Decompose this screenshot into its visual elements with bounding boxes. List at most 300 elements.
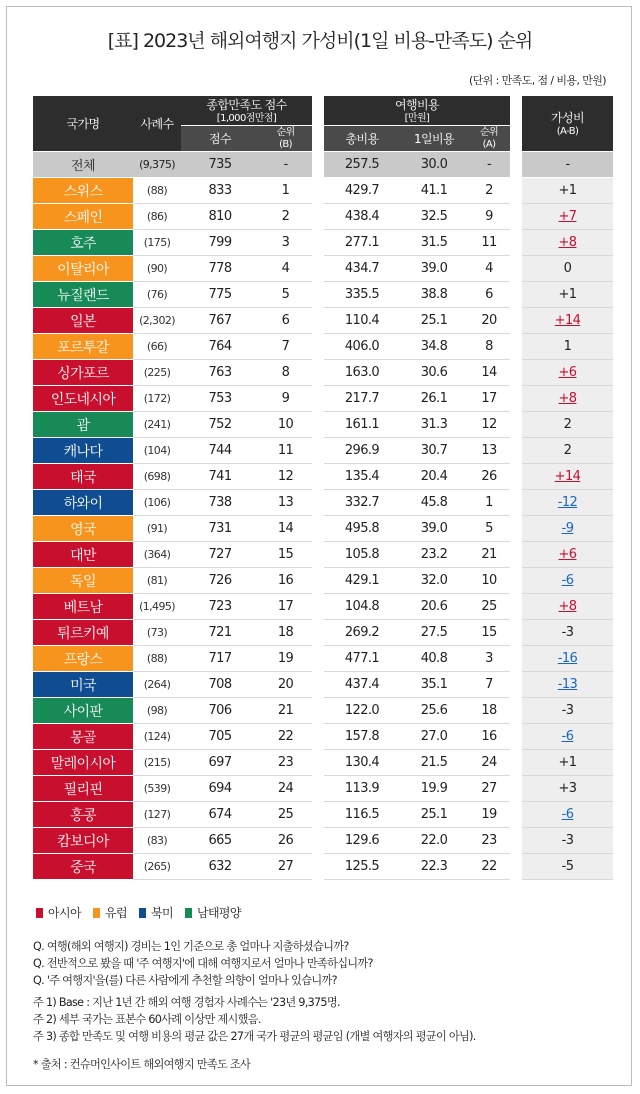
rank-b-cell: 24 (259, 776, 312, 802)
rank-a-cell: 1 (468, 490, 510, 516)
total-cost-cell: 135.4 (324, 464, 400, 490)
rank-a-cell: 8 (468, 334, 510, 360)
daily-cost-cell: 21.5 (400, 750, 468, 776)
cases-cell: (265) (133, 854, 181, 880)
country-cell: 홍콩 (33, 802, 133, 828)
rank-b-cell: 27 (259, 854, 312, 880)
header-value-label: 가성비 (551, 111, 584, 125)
rank-a-cell: 3 (468, 646, 510, 672)
cases-cell: (172) (133, 386, 181, 412)
table-row (33, 594, 613, 620)
score-cell: 767 (181, 308, 259, 334)
total-cost-cell: 122.0 (324, 698, 400, 724)
country-cell: 필리핀 (33, 776, 133, 802)
rank-a-cell: 24 (468, 750, 510, 776)
table-row (33, 854, 613, 880)
cases-cell: (127) (133, 802, 181, 828)
table-row (33, 230, 613, 256)
total-cost-cell: 495.8 (324, 516, 400, 542)
value-diff-text: -9 (561, 521, 574, 536)
total-cost-cell: 163.0 (324, 360, 400, 386)
rank-a-cell: 27 (468, 776, 510, 802)
table-row (33, 620, 613, 646)
rank-b-cell: 10 (259, 412, 312, 438)
cases-cell: (264) (133, 672, 181, 698)
total-cost-cell: 110.4 (324, 308, 400, 334)
question-3: Q. '주 여행지'을(를) 다른 사람에게 추천할 의향이 얼마나 있습니까? (33, 974, 337, 987)
country-cell: 태국 (33, 464, 133, 490)
total-score: 735 (181, 152, 259, 178)
cases-cell: (91) (133, 516, 181, 542)
daily-cost-cell: 27.0 (400, 724, 468, 750)
table-row (33, 490, 613, 516)
score-cell: 744 (181, 438, 259, 464)
rank-b-cell: 1 (259, 178, 312, 204)
total-cost-cell: 157.8 (324, 724, 400, 750)
value-diff-cell (522, 802, 613, 828)
source-note: * 출처 : 컨슈머인사이트 해외여행지 만족도 조사 (33, 1058, 251, 1071)
value-diff-cell: +3 (522, 776, 613, 802)
rank-a-cell: 22 (468, 854, 510, 880)
value-diff-text: -16 (557, 651, 578, 666)
score-cell: 727 (181, 542, 259, 568)
cases-cell: (698) (133, 464, 181, 490)
country-cell: 하와이 (33, 490, 133, 516)
header-total-cost: 총비용 (324, 126, 400, 152)
score-cell: 764 (181, 334, 259, 360)
rank-a-cell: 5 (468, 516, 510, 542)
questions-block (33, 938, 613, 989)
cases-cell: (175) (133, 230, 181, 256)
total-daily-cost: 30.0 (400, 152, 468, 178)
total-cost-cell: 113.9 (324, 776, 400, 802)
daily-cost-cell: 23.2 (400, 542, 468, 568)
cases-cell: (106) (133, 490, 181, 516)
rank-b-cell: 15 (259, 542, 312, 568)
cases-cell: (83) (133, 828, 181, 854)
cases-cell: (66) (133, 334, 181, 360)
country-cell: 포르투갈 (33, 334, 133, 360)
value-diff-text: -6 (561, 807, 574, 822)
score-cell: 705 (181, 724, 259, 750)
total-cost-cell: 277.1 (324, 230, 400, 256)
question-1: Q. 여행(해외 여행지) 경비는 1인 기준으로 총 얼마나 지출하셨습니까? (33, 940, 349, 953)
total-cost-cell: 161.1 (324, 412, 400, 438)
total-cost-cell: 125.5 (324, 854, 400, 880)
daily-cost-cell: 40.8 (400, 646, 468, 672)
note-1: 주 1) Base : 지난 1년 간 해외 여행 경험자 사례수는 '23년 9,375명. (33, 996, 340, 1009)
rank-b-cell: 26 (259, 828, 312, 854)
value-diff-text: -12 (557, 495, 578, 510)
header-cost-sub: [만원] (404, 113, 430, 124)
rank-b-cell: 17 (259, 594, 312, 620)
table-row (33, 360, 613, 386)
rank-b-cell: 3 (259, 230, 312, 256)
score-cell: 775 (181, 282, 259, 308)
value-diff-text: -13 (557, 677, 578, 692)
cases-cell: (76) (133, 282, 181, 308)
table-row (33, 698, 613, 724)
score-cell: 632 (181, 854, 259, 880)
score-cell: 665 (181, 828, 259, 854)
rank-b-cell: 19 (259, 646, 312, 672)
total-cost-cell: 434.7 (324, 256, 400, 282)
daily-cost-cell: 39.0 (400, 256, 468, 282)
table-body (33, 178, 613, 880)
daily-cost-cell: 26.1 (400, 386, 468, 412)
header-satisfaction-label: 종합만족도 점수 (206, 98, 287, 112)
country-cell: 튀르키예 (33, 620, 133, 646)
country-cell: 베트남 (33, 594, 133, 620)
total-cost-cell: 429.1 (324, 568, 400, 594)
rank-a-cell: 11 (468, 230, 510, 256)
rank-a-cell: 17 (468, 386, 510, 412)
rank-a-cell: 13 (468, 438, 510, 464)
score-cell: 708 (181, 672, 259, 698)
daily-cost-cell: 25.6 (400, 698, 468, 724)
rank-a-cell: 20 (468, 308, 510, 334)
unit-note: (단위 : 만족도, 점 / 비용, 만원) (468, 74, 606, 87)
legend-item (36, 904, 81, 921)
table-row (33, 646, 613, 672)
daily-cost-cell: 32.5 (400, 204, 468, 230)
rank-a-cell: 26 (468, 464, 510, 490)
cases-cell: (539) (133, 776, 181, 802)
cases-cell: (241) (133, 412, 181, 438)
table-row (33, 308, 613, 334)
daily-cost-cell: 20.6 (400, 594, 468, 620)
score-cell: 738 (181, 490, 259, 516)
header-rank-a: 순위 (A) (468, 126, 510, 152)
rank-b-cell: 2 (259, 204, 312, 230)
total-cost-cell: 296.9 (324, 438, 400, 464)
rank-b-cell: 25 (259, 802, 312, 828)
country-cell: 괌 (33, 412, 133, 438)
table-row (33, 828, 613, 854)
value-diff-cell (522, 464, 613, 490)
score-cell: 694 (181, 776, 259, 802)
value-diff-text: -6 (561, 573, 574, 588)
country-cell: 뉴질랜드 (33, 282, 133, 308)
country-cell: 미국 (33, 672, 133, 698)
cases-cell: (88) (133, 178, 181, 204)
daily-cost-cell: 39.0 (400, 516, 468, 542)
rank-a-cell: 10 (468, 568, 510, 594)
total-rank-a: - (468, 152, 510, 178)
table-row (33, 802, 613, 828)
daily-cost-cell: 32.0 (400, 568, 468, 594)
daily-cost-cell: 31.5 (400, 230, 468, 256)
legend-swatch (139, 908, 146, 918)
table-row (33, 438, 613, 464)
rank-b-cell: 9 (259, 386, 312, 412)
table-row (33, 464, 613, 490)
score-cell: 731 (181, 516, 259, 542)
legend-swatch (93, 908, 100, 918)
table-row (33, 256, 613, 282)
daily-cost-cell: 45.8 (400, 490, 468, 516)
country-cell: 캐나다 (33, 438, 133, 464)
daily-cost-cell: 22.0 (400, 828, 468, 854)
total-cost-cell: 116.5 (324, 802, 400, 828)
value-diff-cell: 0 (522, 256, 613, 282)
rank-a-cell: 25 (468, 594, 510, 620)
cases-cell: (104) (133, 438, 181, 464)
table-row (33, 282, 613, 308)
rank-b-cell: 4 (259, 256, 312, 282)
total-label: 전체 (33, 152, 133, 178)
total-row (33, 152, 613, 178)
rank-b-cell: 14 (259, 516, 312, 542)
value-diff-cell: +1 (522, 750, 613, 776)
note-2: 주 2) 세부 국가는 표본수 60사례 이상만 제시했음. (33, 1013, 261, 1026)
value-diff-text: +6 (558, 365, 577, 380)
value-diff-cell (522, 308, 613, 334)
score-cell: 833 (181, 178, 259, 204)
country-cell: 대만 (33, 542, 133, 568)
value-diff-cell (522, 542, 613, 568)
daily-cost-cell: 20.4 (400, 464, 468, 490)
rank-b-cell: 13 (259, 490, 312, 516)
legend-swatch (185, 908, 192, 918)
note-3: 주 3) 종합 만족도 및 여행 비용의 평균 값은 27개 국가 평균의 평균임 (개별 여행자의 평균이 아님). (33, 1030, 476, 1043)
country-cell: 이탈리아 (33, 256, 133, 282)
legend-item (139, 904, 173, 921)
table-row (33, 750, 613, 776)
value-diff-cell (522, 230, 613, 256)
rank-b-cell: 18 (259, 620, 312, 646)
score-cell: 810 (181, 204, 259, 230)
country-cell: 캄보디아 (33, 828, 133, 854)
table-row (33, 204, 613, 230)
daily-cost-cell: 31.3 (400, 412, 468, 438)
value-diff-cell (522, 204, 613, 230)
value-diff-text: +14 (554, 469, 581, 484)
score-cell: 721 (181, 620, 259, 646)
total-cost-cell: 104.8 (324, 594, 400, 620)
daily-cost-cell: 27.5 (400, 620, 468, 646)
daily-cost-cell: 30.7 (400, 438, 468, 464)
rank-a-cell: 2 (468, 178, 510, 204)
score-cell: 763 (181, 360, 259, 386)
country-cell: 중국 (33, 854, 133, 880)
value-diff-cell (522, 490, 613, 516)
value-diff-cell (522, 516, 613, 542)
table-row (33, 568, 613, 594)
cases-cell: (90) (133, 256, 181, 282)
rank-a-cell: 16 (468, 724, 510, 750)
value-diff-cell: -3 (522, 828, 613, 854)
total-cost-cell: 437.4 (324, 672, 400, 698)
legend-label: 유럽 (104, 906, 127, 920)
table-row (33, 516, 613, 542)
value-diff-cell: 2 (522, 412, 613, 438)
cases-cell: (81) (133, 568, 181, 594)
country-cell: 호주 (33, 230, 133, 256)
rank-b-cell: 7 (259, 334, 312, 360)
ranking-table (33, 96, 613, 880)
score-cell: 752 (181, 412, 259, 438)
question-2: Q. 전반적으로 봤을 때 '주 여행지'에 대해 여행지로서 얼마나 만족하십니까? (33, 957, 373, 970)
value-diff-cell (522, 594, 613, 620)
legend-item (93, 904, 127, 921)
header-cost (324, 96, 510, 126)
total-cost-cell: 406.0 (324, 334, 400, 360)
value-diff-cell (522, 646, 613, 672)
daily-cost-cell: 25.1 (400, 802, 468, 828)
total-cost-cell: 129.6 (324, 828, 400, 854)
country-cell: 일본 (33, 308, 133, 334)
country-cell: 말레이시아 (33, 750, 133, 776)
total-cost-cell: 438.4 (324, 204, 400, 230)
value-diff-cell (522, 360, 613, 386)
page-title: [표] 2023년 해외여행지 가성비(1일 비용-만족도) 순위 (107, 30, 533, 52)
score-cell: 753 (181, 386, 259, 412)
value-diff-text: +8 (558, 235, 577, 250)
value-diff-cell: -3 (522, 698, 613, 724)
value-diff-cell: -3 (522, 620, 613, 646)
total-total-cost: 257.5 (324, 152, 400, 178)
table-row (33, 178, 613, 204)
table-row (33, 672, 613, 698)
legend-swatch (36, 908, 43, 918)
cases-cell: (225) (133, 360, 181, 386)
header-value (522, 96, 613, 152)
cases-cell: (86) (133, 204, 181, 230)
cases-cell: (98) (133, 698, 181, 724)
total-cost-cell: 217.7 (324, 386, 400, 412)
header-satisfaction-sub: [1,000점만점] (216, 113, 277, 124)
cases-cell: (88) (133, 646, 181, 672)
total-cost-cell: 130.4 (324, 750, 400, 776)
table-row (33, 412, 613, 438)
header-value-sub: (A-B) (556, 126, 579, 137)
country-cell: 사이판 (33, 698, 133, 724)
daily-cost-cell: 35.1 (400, 672, 468, 698)
notes-block (33, 994, 613, 1045)
value-diff-cell: +1 (522, 282, 613, 308)
rank-a-cell: 18 (468, 698, 510, 724)
score-cell: 717 (181, 646, 259, 672)
rank-b-cell: 22 (259, 724, 312, 750)
value-diff-text: +14 (554, 313, 581, 328)
cases-cell: (73) (133, 620, 181, 646)
table-row (33, 724, 613, 750)
country-cell: 프랑스 (33, 646, 133, 672)
daily-cost-cell: 34.8 (400, 334, 468, 360)
country-cell: 스페인 (33, 204, 133, 230)
total-cost-cell: 335.5 (324, 282, 400, 308)
rank-b-cell: 16 (259, 568, 312, 594)
country-cell: 인도네시아 (33, 386, 133, 412)
value-diff-cell: +1 (522, 178, 613, 204)
header-daily-cost: 1일비용 (400, 126, 468, 152)
score-cell: 674 (181, 802, 259, 828)
table-row (33, 334, 613, 360)
value-diff-cell: -5 (522, 854, 613, 880)
value-diff-text: +7 (558, 209, 577, 224)
total-cost-cell: 105.8 (324, 542, 400, 568)
value-diff-cell (522, 672, 613, 698)
daily-cost-cell: 38.8 (400, 282, 468, 308)
rank-a-cell: 23 (468, 828, 510, 854)
daily-cost-cell: 19.9 (400, 776, 468, 802)
rank-a-cell: 14 (468, 360, 510, 386)
score-cell: 706 (181, 698, 259, 724)
legend-label: 아시아 (48, 906, 81, 920)
rank-b-cell: 8 (259, 360, 312, 386)
header-satisfaction (181, 96, 312, 126)
rank-a-cell: 15 (468, 620, 510, 646)
header-row-1 (33, 96, 613, 126)
table-row (33, 776, 613, 802)
country-cell: 독일 (33, 568, 133, 594)
rank-a-cell: 12 (468, 412, 510, 438)
legend-label: 북미 (150, 906, 173, 920)
cases-cell: (2,302) (133, 308, 181, 334)
score-cell: 799 (181, 230, 259, 256)
rank-a-cell: 7 (468, 672, 510, 698)
country-cell: 몽골 (33, 724, 133, 750)
score-cell: 723 (181, 594, 259, 620)
value-diff-cell (522, 724, 613, 750)
table-row (33, 542, 613, 568)
cases-cell: (1,495) (133, 594, 181, 620)
rank-b-cell: 12 (259, 464, 312, 490)
value-diff-cell: 2 (522, 438, 613, 464)
score-cell: 726 (181, 568, 259, 594)
total-cost-cell: 332.7 (324, 490, 400, 516)
rank-a-cell: 4 (468, 256, 510, 282)
total-cases: (9,375) (133, 152, 181, 178)
rank-a-cell: 6 (468, 282, 510, 308)
rank-b-cell: 20 (259, 672, 312, 698)
daily-cost-cell: 25.1 (400, 308, 468, 334)
header-rank-b: 순위 (B) (259, 126, 312, 152)
value-diff-text: +8 (558, 599, 577, 614)
daily-cost-cell: 22.3 (400, 854, 468, 880)
total-cost-cell: 429.7 (324, 178, 400, 204)
header-cases: 사례수 (133, 96, 181, 152)
daily-cost-cell: 30.6 (400, 360, 468, 386)
total-cost-cell: 477.1 (324, 646, 400, 672)
rank-a-cell: 21 (468, 542, 510, 568)
legend-label: 남태평양 (196, 906, 241, 920)
total-cost-cell: 269.2 (324, 620, 400, 646)
total-rank-b: - (259, 152, 312, 178)
total-diff: - (522, 152, 613, 178)
rank-b-cell: 6 (259, 308, 312, 334)
rank-b-cell: 23 (259, 750, 312, 776)
value-diff-text: +6 (558, 547, 577, 562)
rank-b-cell: 11 (259, 438, 312, 464)
header-cost-label: 여행비용 (395, 98, 439, 112)
country-cell: 영국 (33, 516, 133, 542)
country-cell: 싱가포르 (33, 360, 133, 386)
cases-cell: (364) (133, 542, 181, 568)
value-diff-cell (522, 568, 613, 594)
rank-b-cell: 5 (259, 282, 312, 308)
rank-a-cell: 9 (468, 204, 510, 230)
daily-cost-cell: 41.1 (400, 178, 468, 204)
rank-a-cell: 19 (468, 802, 510, 828)
header-score: 점수 (181, 126, 259, 152)
country-cell: 스위스 (33, 178, 133, 204)
value-diff-cell: 1 (522, 334, 613, 360)
cases-cell: (215) (133, 750, 181, 776)
rank-b-cell: 21 (259, 698, 312, 724)
score-cell: 741 (181, 464, 259, 490)
